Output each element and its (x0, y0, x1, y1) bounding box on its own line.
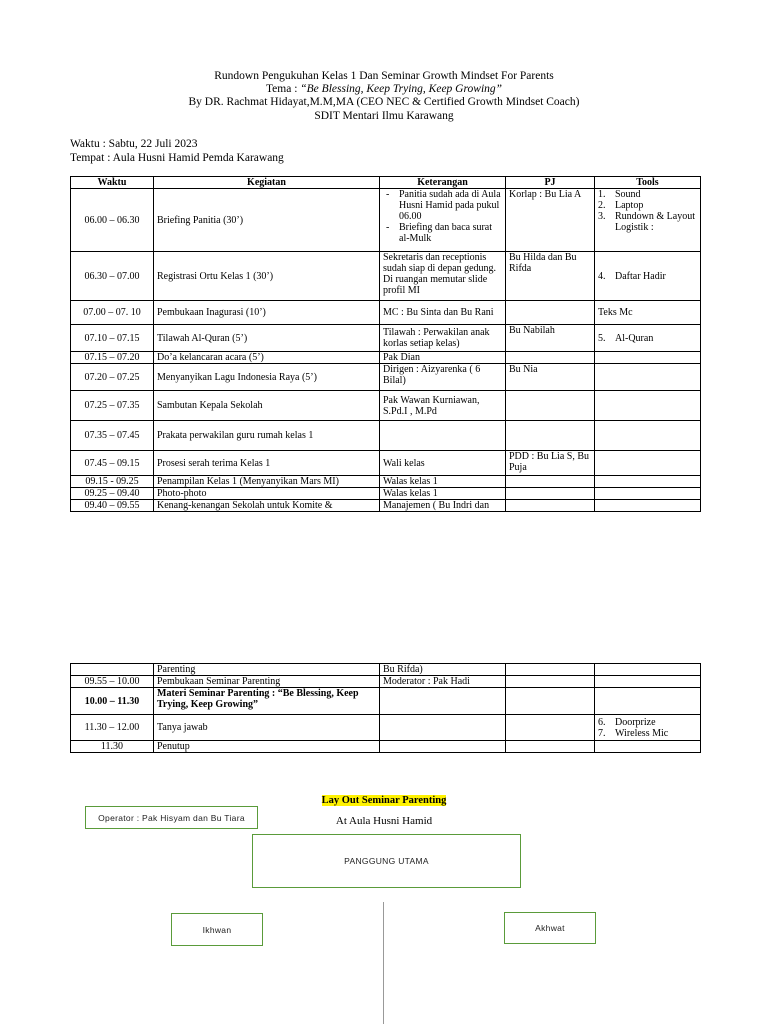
theme-text: “Be Blessing, Keep Trying, Keep Growing” (300, 83, 503, 95)
table-row (71, 664, 701, 676)
cell-tools (595, 488, 701, 500)
cell-keterangan: Walas kelas 1 (380, 476, 506, 488)
list-number: 3. (598, 211, 606, 222)
cell-pj: PDD : Bu Lia S, Bu Puja (506, 451, 595, 476)
list-text: Daftar Hadir (615, 270, 666, 282)
cell-tools (595, 391, 701, 421)
cell-kegiatan: Pembukaan Inagurasi (10’) (154, 301, 380, 325)
keterangan-list (383, 189, 502, 244)
table-row (71, 451, 701, 476)
ikhwan-label: Ikhwan (202, 924, 232, 935)
table-row (71, 715, 701, 741)
cell-tools (595, 741, 701, 753)
table-row (71, 676, 701, 688)
cell-kegiatan: Prakata perwakilan guru rumah kelas 1 (154, 421, 380, 451)
layout-title (0, 795, 768, 806)
doc-speaker: By DR. Rachmat Hidayat,M.M,MA (CEO NEC & Certified Growth Mindset Coach) (188, 96, 580, 108)
list-text: Al-Quran (615, 332, 654, 344)
list-number: 4. (598, 270, 606, 282)
cell-pj (506, 741, 595, 753)
tools-list (598, 717, 697, 739)
cell-waktu: 09.25 – 09.40 (71, 488, 154, 500)
cell-keterangan (380, 189, 506, 252)
table-row (71, 688, 701, 715)
cell-pj (506, 476, 595, 488)
cell-keterangan: Wali kelas (380, 451, 506, 476)
cell-waktu: 07.10 – 07.15 (71, 325, 154, 352)
header-pj: PJ (506, 177, 595, 189)
cell-waktu: 10.00 – 11.30 (71, 688, 154, 715)
operator-label: Operator : Pak Hisyam dan Bu Tiara (98, 812, 245, 823)
cell-waktu: 06.00 – 06.30 (71, 189, 154, 252)
cell-pj: Bu Nabilah (506, 325, 595, 352)
table-header (71, 177, 701, 189)
doc-title: Rundown Pengukuhan Kelas 1 Dan Seminar Growth Mindset For Parents (214, 70, 554, 82)
cell-waktu: 07.20 – 07.25 (71, 364, 154, 391)
list-number: 2. (598, 200, 606, 211)
cell-pj (506, 664, 595, 676)
header-waktu: Waktu (71, 177, 154, 189)
table-row (71, 325, 701, 352)
doc-school: SDIT Mentari Ilmu Karawang (314, 110, 454, 122)
cell-kegiatan: Penutup (154, 741, 380, 753)
cell-keterangan: Walas kelas 1 (380, 488, 506, 500)
table-row (71, 488, 701, 500)
cell-kegiatan: Do’a kelancaran acara (5’) (154, 352, 380, 364)
cell-pj (506, 488, 595, 500)
cell-tools (595, 364, 701, 391)
rundown-table (70, 176, 701, 512)
table-row (71, 391, 701, 421)
cell-tools (595, 252, 701, 301)
akhwat-label: Akhwat (535, 923, 565, 933)
cell-pj (506, 500, 595, 512)
list-text: Wireless Mic (615, 727, 669, 739)
cell-tools (595, 715, 701, 741)
list-item: - Briefing dan baca surat al-Mulk (383, 222, 502, 244)
cell-pj (506, 391, 595, 421)
rundown-table-continued (70, 663, 701, 753)
tools-list (598, 271, 697, 282)
list-item: - Panitia sudah ada di Aula Husni Hamid pada pukul 06.00 (383, 189, 502, 222)
cell-tools (595, 421, 701, 451)
tools-list (598, 333, 697, 344)
layout-subtitle: At Aula Husni Hamid (335, 815, 433, 827)
cell-tools (595, 189, 701, 252)
cell-waktu: 07.15 – 07.20 (71, 352, 154, 364)
cell-keterangan (380, 421, 506, 451)
table-row (71, 252, 701, 301)
cell-kegiatan: Prosesi serah terima Kelas 1 (154, 451, 380, 476)
cell-tools: Teks Mc (595, 301, 701, 325)
cell-keterangan: Bu Rifda) (380, 664, 506, 676)
cell-keterangan: Pak Wawan Kurniawan, S.Pd.I , M.Pd (380, 391, 506, 421)
table-row (71, 476, 701, 488)
cell-waktu: 11.30 – 12.00 (71, 715, 154, 741)
cell-pj: Bu Hilda dan Bu Rifda (506, 252, 595, 301)
cell-kegiatan: Sambutan Kepala Sekolah (154, 391, 380, 421)
operator-box (85, 806, 258, 829)
list-item (598, 717, 697, 728)
cell-pj: Korlap : Bu Lia A (506, 189, 595, 252)
table-row (71, 741, 701, 753)
cell-waktu: 06.30 – 07.00 (71, 252, 154, 301)
cell-tools (595, 325, 701, 352)
cell-pj (506, 352, 595, 364)
cell-kegiatan: Materi Seminar Parenting : “Be Blessing, Keep Trying, Keep Growing” (154, 688, 380, 715)
cell-keterangan (380, 688, 506, 715)
tools-list (598, 189, 697, 233)
cell-keterangan (380, 741, 506, 753)
table-row (71, 421, 701, 451)
header-tools: Tools (595, 177, 701, 189)
table-row (71, 189, 701, 252)
list-text: Doorprize (615, 716, 656, 728)
cell-waktu: 07.45 – 09.15 (71, 451, 154, 476)
cell-tools (595, 451, 701, 476)
list-item (598, 211, 697, 233)
cell-kegiatan: Photo-photo (154, 488, 380, 500)
list-number: 5. (598, 332, 606, 344)
cell-waktu: 09.15 - 09.25 (71, 476, 154, 488)
cell-waktu: 11.30 (71, 741, 154, 753)
doc-theme (0, 83, 768, 97)
cell-keterangan (380, 715, 506, 741)
table-row (71, 500, 701, 512)
cell-tools (595, 688, 701, 715)
cell-pj (506, 301, 595, 325)
akhwat-box (504, 912, 596, 944)
cell-kegiatan: Tilawah Al-Quran (5’) (154, 325, 380, 352)
ikhwan-box (171, 913, 263, 946)
list-item (598, 189, 697, 200)
cell-waktu: 07.35 – 07.45 (71, 421, 154, 451)
cell-kegiatan: Tanya jawab (154, 715, 380, 741)
stage-box (252, 834, 521, 888)
list-text: Laptop (615, 200, 644, 211)
cell-keterangan: Moderator : Pak Hadi (380, 676, 506, 688)
cell-pj (506, 688, 595, 715)
cell-waktu: 07.00 – 07. 10 (71, 301, 154, 325)
cell-pj (506, 421, 595, 451)
event-date: Waktu : Sabtu, 22 Juli 2023 (70, 138, 198, 150)
cell-waktu: 07.25 – 07.35 (71, 391, 154, 421)
list-item (598, 200, 697, 211)
cell-keterangan: Pak Dian (380, 352, 506, 364)
cell-tools (595, 676, 701, 688)
list-text: Rundown & Layout Logistik : (615, 211, 695, 233)
cell-keterangan: Sekretaris dan receptionis sudah siap di depan gedung. Di ruangan memutar slide profil MI (380, 252, 506, 301)
table-row (71, 301, 701, 325)
aisle-divider (383, 902, 384, 1024)
cell-tools (595, 352, 701, 364)
cell-pj (506, 715, 595, 741)
list-item (598, 271, 697, 282)
list-text: Sound (615, 189, 641, 200)
cell-waktu: 09.40 – 09.55 (71, 500, 154, 512)
cell-keterangan: Tilawah : Perwakilan anak korlas setiap kelas) (380, 325, 506, 352)
list-number: 7. (598, 727, 606, 739)
cell-pj: Bu Nia (506, 364, 595, 391)
cell-waktu: 09.55 – 10.00 (71, 676, 154, 688)
cell-keterangan: Dirigen : Aizyarenka ( 6 Bilal) (380, 364, 506, 391)
stage-label: PANGGUNG UTAMA (344, 856, 429, 866)
cell-keterangan: Manajemen ( Bu Indri dan (380, 500, 506, 512)
cell-kegiatan: Kenang-kenangan Sekolah untuk Komite & (154, 500, 380, 512)
cell-tools (595, 500, 701, 512)
list-item (598, 333, 697, 344)
cell-pj (506, 676, 595, 688)
cell-kegiatan: Menyanyikan Lagu Indonesia Raya (5’) (154, 364, 380, 391)
header-kegiatan: Kegiatan (154, 177, 380, 189)
cell-kegiatan: Briefing Panitia (30’) (154, 189, 380, 252)
event-place: Tempat : Aula Husni Hamid Pemda Karawang (70, 152, 284, 164)
cell-keterangan: MC : Bu Sinta dan Bu Rani (380, 301, 506, 325)
list-number: 1. (598, 189, 606, 200)
cell-kegiatan: Registrasi Ortu Kelas 1 (30’) (154, 252, 380, 301)
cell-tools (595, 664, 701, 676)
table-row (71, 364, 701, 391)
theme-label: Tema : (265, 83, 301, 95)
cell-kegiatan: Pembukaan Seminar Parenting (154, 676, 380, 688)
header-keterangan: Keterangan (380, 177, 506, 189)
list-item (598, 728, 697, 739)
cell-kegiatan: Parenting (154, 664, 380, 676)
cell-tools (595, 476, 701, 488)
cell-kegiatan: Penampilan Kelas 1 (Menyanyikan Mars MI) (154, 476, 380, 488)
table-row (71, 352, 701, 364)
list-number: 6. (598, 716, 606, 728)
cell-waktu (71, 664, 154, 676)
layout-title-text: Lay Out Seminar Parenting (321, 795, 447, 806)
